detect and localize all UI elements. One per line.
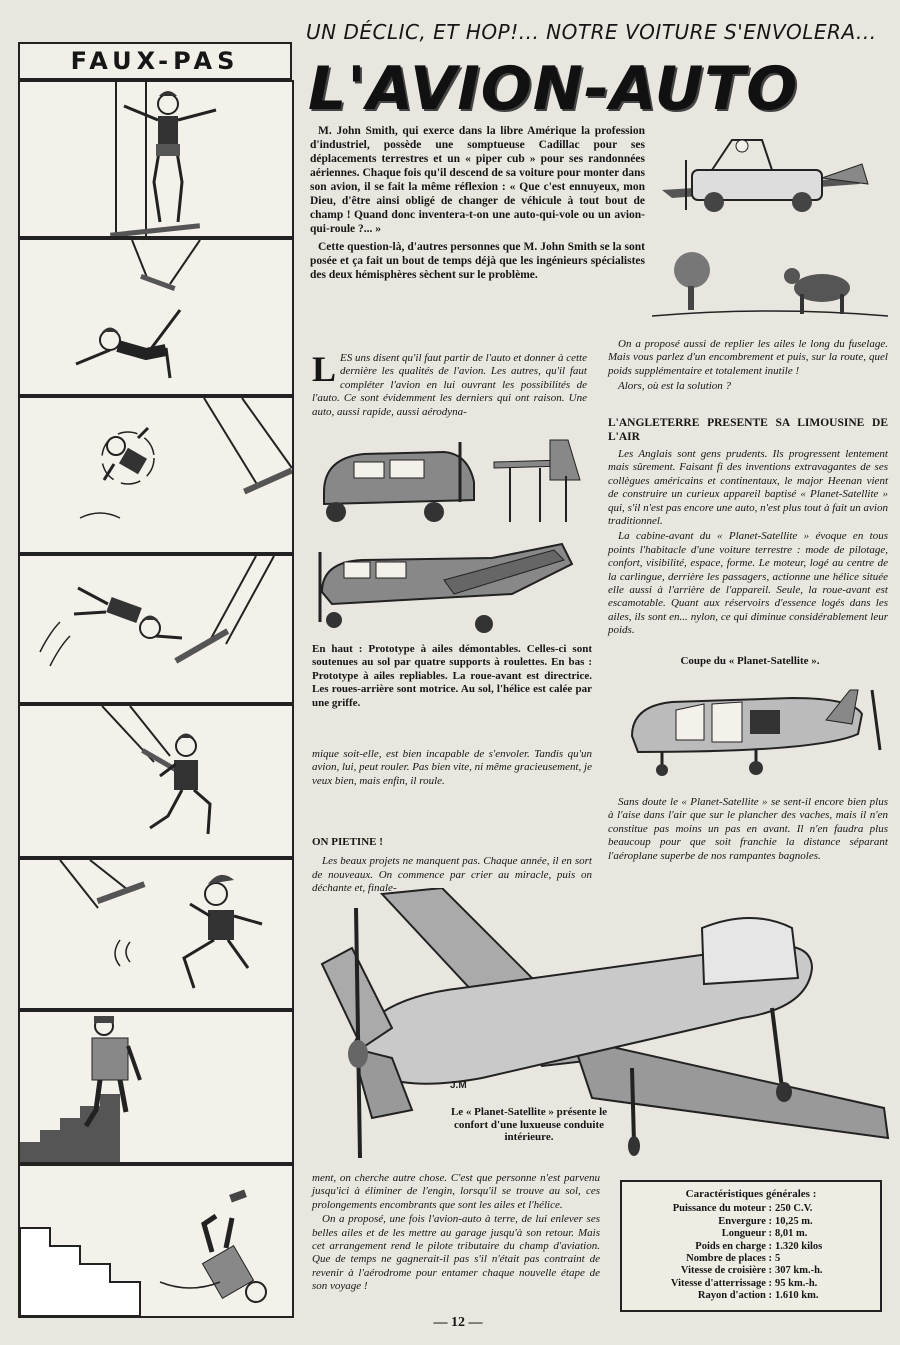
section-heading-on-pietine: ON PIETINE ! <box>312 836 383 848</box>
acrobat-catching-trapeze-drawing <box>20 706 292 856</box>
acrobat-diving-drawing <box>20 556 292 702</box>
specifications-box <box>620 1180 882 1312</box>
column-1-paragraph-1: ES uns disent qu'il faut partir de l'auto et donner à cette dernière les qualités de l'avion. Les autres, qu'il faut compléter l'avion en lui ouvrant les possibilités de l'auto. Ce sont évidemment les derniers qui ont raison. Une auto, aussi rapide, aussi aérodyna- <box>312 352 587 418</box>
man-fallen-at-stairs-drawing <box>20 1166 292 1316</box>
spec-row: Poids en charge : 1.320 kilos <box>695 1240 823 1252</box>
acrobat-tumbling-drawing <box>20 398 292 552</box>
spec-row: Puissance du moteur : 250 C.V. <box>672 1203 813 1215</box>
column-2-paragraph-4: Sans doute le « Planet-Satellite » se sent-il encore bien plus à l'aise dans l'air que sur le plancher des vaches, mais il n'en constitue pas moins un pas en avant. Il n'en faudra plus beaucoup pour que soit franchie la distance séparant l'aéroplane superbe de nos rampantes bagnoles. <box>608 796 888 862</box>
prototype-folding-wings-drawing <box>314 532 590 638</box>
artist-signature: J.M <box>450 1080 467 1091</box>
article-headline: L'AVION-AUTO <box>308 54 799 124</box>
cutaway-caption: Coupe du « Planet-Satellite ». <box>680 655 820 667</box>
spec-row: Rayon d'action : 1.610 km. <box>697 1290 819 1302</box>
acrobat-missing-trapeze-drawing <box>20 860 292 1008</box>
comic-panel-3 <box>18 396 294 554</box>
prototype-removable-wings-drawing <box>314 432 590 528</box>
spec-row: Vitesse d'atterrissage : 95 km.-h. <box>670 1277 818 1289</box>
column-2-question: Alors, où est la solution ? <box>618 380 732 393</box>
spec-row: Nombre de places : 5 <box>686 1253 781 1265</box>
intro-paragraph-2: Cette question-là, d'autres personnes que M. John Smith se la sont posée et ça fait un bout de temps déjà que les ingénieurs spécialistes des deux hémisphères sèchent sur le problème. <box>310 241 645 281</box>
planet-satellite-caption: Le « Planet-Satellite » présente le confort d'une luxueuse conduite intérieure. <box>450 1106 608 1143</box>
column-1-section-2 <box>312 836 592 896</box>
intro-paragraph-1: M. John Smith, qui exerce dans la libre Amérique la profession d'industriel, possède une somptueuse Cadillac pour ses déplacements terrestres et un « piper cub » pour ses randonnées aériennes. Chaque fois qu'il descend de sa voiture pour monter dans son avion, il se fait la même réflexion : « Que c'est ennuyeux, mon Dieu, d'être ainsi obligé de changer de véhicule à tout bout de champ ! Quand donc inventera-t-on une auto-qui-vole ou un avion-qui-roule ?... » <box>310 125 645 235</box>
column-1-opening <box>312 349 587 419</box>
specifications-title: Caractéristiques générales : <box>685 1188 817 1200</box>
column-2-paragraph-3: La cabine-avant du « Planet-Satellite » évoque en tous points l'habitacle d'une voiture terrestre : mode de pilotage, confort, visibilité, espace, forme. Le moteur, logé au centre de la carlingue, derrière les passagers, actionne une hélice située elle aussi à l'arrière de l'appareil. Seule, la roue-avant est escamotable. Quant aux réservoirs d'essence logés dans les ailes, ils sont en... nylon, ce qui diminue considérablement leur poids. <box>608 530 888 637</box>
column-1-paragraph-5: On a proposé, une fois l'avion-auto à terre, de lui enlever ses belles ailes et de les mettre au garage jusqu'à son retour. Mais cet arrangement rend le pilote tributaire du champ d'aviation. Que de temps ne gagnerait-il pas s'il n'était pas contraint de revenir à l'aérodrome pour entamer chaque nouvelle étape de son voyage ! <box>312 1213 600 1293</box>
comic-panel-1 <box>18 80 294 238</box>
column-1-paragraph-2: mique soit-elle, est bien incapable de s'envoler. Tandis qu'un avion, lui, peut rouler. Pas bien vite, ni même gracieusement, je veux bien, mais enfin, il roule. <box>312 748 592 787</box>
acrobat-letting-go-drawing <box>20 240 292 394</box>
column-2-body <box>608 448 888 640</box>
column-1-continuation <box>312 1172 600 1295</box>
acrobat-on-trapeze-drawing <box>20 82 292 236</box>
section-heading-angleterre: L'ANGLETERRE PRESENTE SA LIMOUSINE DE L'AIR <box>608 417 888 443</box>
comic-strip-title: FAUX-PAS <box>18 42 292 80</box>
column-1-paragraph-4: ment, on cherche autre chose. C'est que personne n'est parvenu jusqu'ici à éliminer de l'engin, lorsqu'il se trouve au sol, ces prolongements encombrants que sont les ailes et l'hélice. <box>312 1172 600 1211</box>
comic-panel-5 <box>18 704 294 858</box>
comic-panel-4 <box>18 554 294 704</box>
comic-panel-2 <box>18 238 294 396</box>
spec-row: Envergure : 10,25 m. <box>718 1215 813 1227</box>
planet-satellite-cutaway-drawing <box>626 680 888 780</box>
flying-car-cartoon <box>652 130 888 330</box>
intro-text <box>310 124 645 286</box>
comic-panel-6 <box>18 858 294 1010</box>
headline-kicker: UN DÉCLIC, ET HOP!... NOTRE VOITURE S'ENVOLERA... <box>306 20 877 44</box>
column-2-paragraph-1: On a proposé aussi de replier les ailes le long du fuselage. Mais vous parlez d'un encombrement et puis, sur la route, quel poids supplémentaire et totalement inutile ! <box>608 338 888 377</box>
prototypes-caption: En haut : Prototype à ailes démontables. Celles-ci sont soutenues au sol par quatre supports à roulettes. En bas : Prototype à ailes repliables. La roue-avant est directrice. Les roues-arrière sont motrice. Au sol, l'hélice est calée par une griffe. <box>312 643 592 709</box>
comic-panel-7 <box>18 1010 294 1164</box>
page-number: — 12 — <box>433 1315 483 1330</box>
column-1-paragraph-3: Les beaux projets ne manquent pas. Chaque année, il en sort de nouveaux. On commence par crier au miracle, puis on déchante et, finale- <box>312 855 592 895</box>
column-2-opening <box>608 338 888 394</box>
drop-cap: L <box>312 349 337 389</box>
column-2-paragraph-2: Les Anglais sont gens prudents. Ils progressent lentement mais sûrement. Faisant fi des inventions extravagantes de ses collègues américains et continentaux, le major Heenan vient de construire un curieux appareil baptisé « Planet-Satellite » qui, s'il n'est pas encore une auto, n'est plus tout à fait un avion traditionnel. <box>608 448 888 528</box>
spec-row: Longueur : 8,01 m. <box>721 1228 808 1240</box>
spec-row: Vitesse de croisière : 307 km.-h. <box>680 1265 823 1277</box>
comic-panel-8 <box>18 1164 294 1318</box>
man-climbing-stairs-drawing <box>20 1012 292 1162</box>
